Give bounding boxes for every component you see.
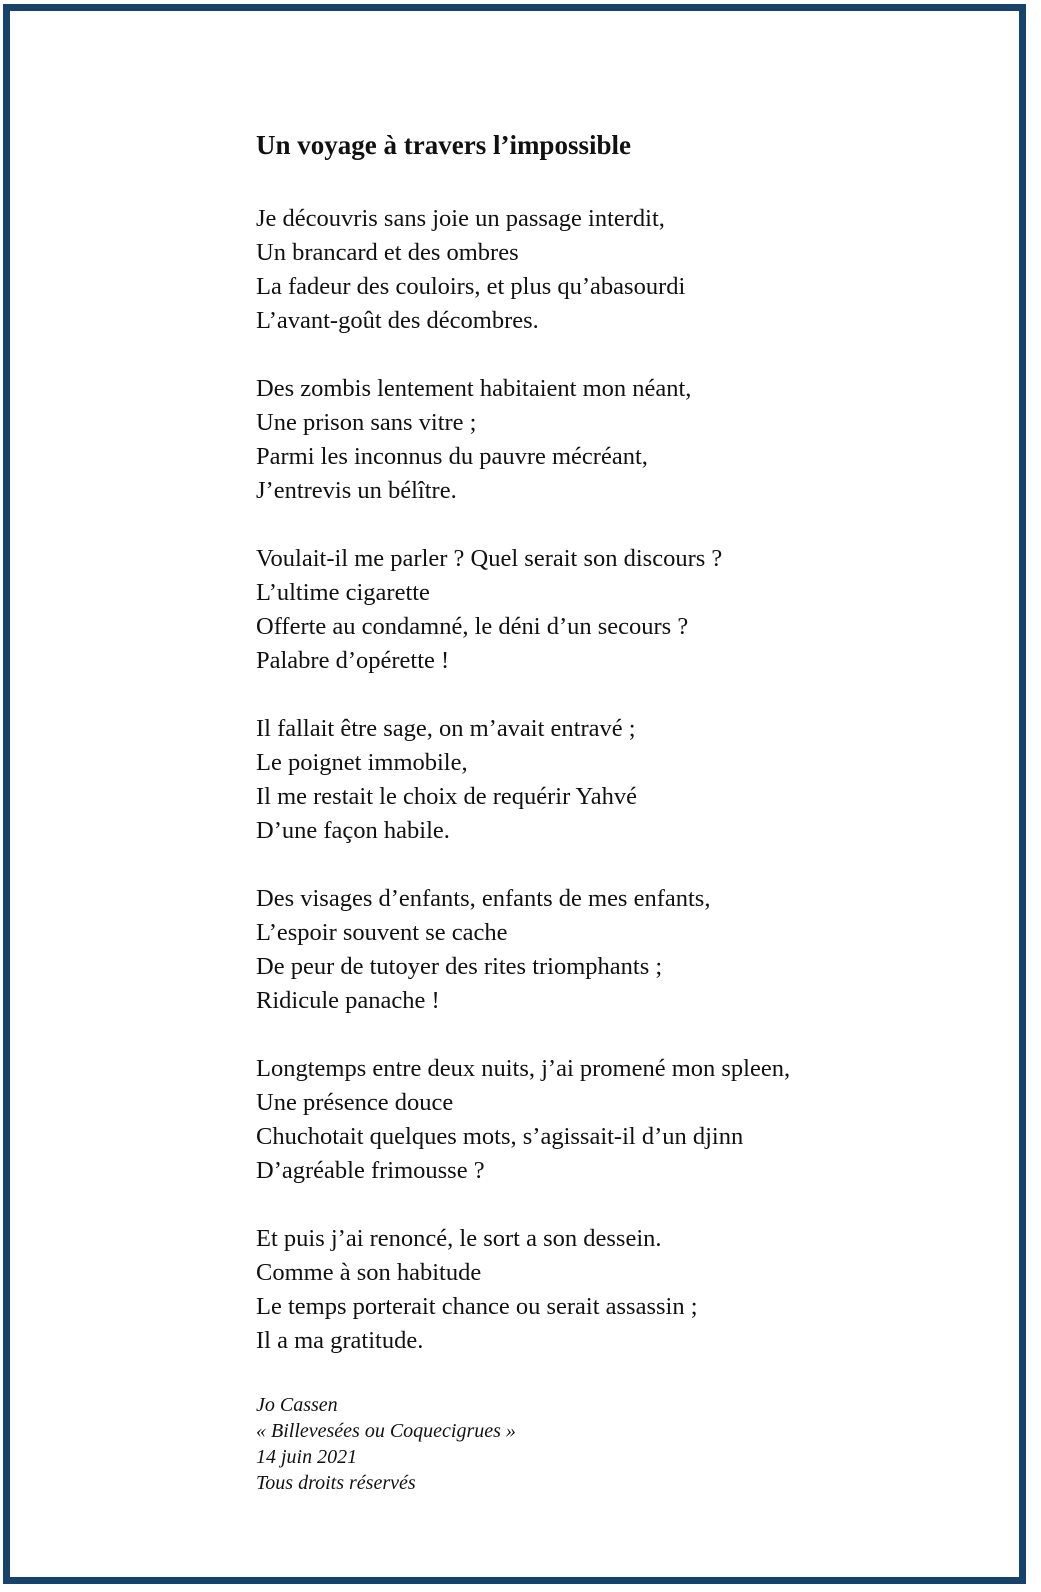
verse-line: Ridicule panache ! [256, 987, 440, 1014]
stanza-3 [256, 542, 956, 678]
verse-line: Il me restait le choix de requérir Yahvé [256, 783, 637, 810]
verse-line: Palabre d’opérette ! [256, 647, 450, 674]
author-name: Jo Cassen [256, 1394, 338, 1416]
verse-line: J’entrevis un bélître. [256, 477, 457, 504]
verse-line: Des visages d’enfants, enfants de mes enfants, [256, 885, 711, 912]
verse-line: L’avant-goût des décombres. [256, 307, 539, 334]
verse-line: Le poignet immobile, [256, 749, 468, 776]
verse-line: Je découvris sans joie un passage interdit, [256, 205, 665, 232]
verse-line: De peur de tutoyer des rites triomphants ; [256, 953, 663, 980]
signature-block [256, 1392, 956, 1496]
verse-line: Offerte au condamné, le déni d’un secours ? [256, 613, 689, 640]
verse-line: Il fallait être sage, on m’avait entravé ; [256, 715, 636, 742]
poem-title: Un voyage à travers l’impossible [256, 130, 631, 160]
verse-line: Et puis j’ai renoncé, le sort a son dessein. [256, 1225, 662, 1252]
verse-line: Chuchotait quelques mots, s’agissait-il d’un djinn [256, 1123, 744, 1150]
verse-line: Le temps porterait chance ou serait assassin ; [256, 1293, 698, 1320]
stanza-7 [256, 1222, 956, 1358]
verse-line: Voulait-il me parler ? Quel serait son discours ? [256, 545, 723, 572]
verse-line: La fadeur des couloirs, et plus qu’abasourdi [256, 273, 686, 300]
verse-line: Comme à son habitude [256, 1259, 482, 1286]
stanza-2 [256, 372, 956, 508]
verse-line: Un brancard et des ombres [256, 239, 519, 266]
date-line: 14 juin 2021 [256, 1446, 358, 1468]
stanza-5 [256, 882, 956, 1018]
stanza-4 [256, 712, 956, 848]
verse-line: Il a ma gratitude. [256, 1327, 424, 1354]
stanza-6 [256, 1052, 956, 1188]
verse-line: Une présence douce [256, 1089, 454, 1116]
verse-line: Longtemps entre deux nuits, j’ai promené mon spleen, [256, 1055, 791, 1082]
verse-line: Une prison sans vitre ; [256, 409, 477, 436]
collection-title: « Billevesées ou Coquecigrues » [256, 1420, 516, 1442]
poem-page [256, 128, 956, 1496]
verse-line: D’une façon habile. [256, 817, 450, 844]
rights-notice: Tous droits réservés [256, 1472, 416, 1494]
stanza-1 [256, 202, 956, 338]
verse-line: Parmi les inconnus du pauvre mécréant, [256, 443, 648, 470]
verse-line: Des zombis lentement habitaient mon néant, [256, 375, 692, 402]
verse-line: L’ultime cigarette [256, 579, 430, 606]
verse-line: L’espoir souvent se cache [256, 919, 508, 946]
verse-line: D’agréable frimousse ? [256, 1157, 485, 1184]
